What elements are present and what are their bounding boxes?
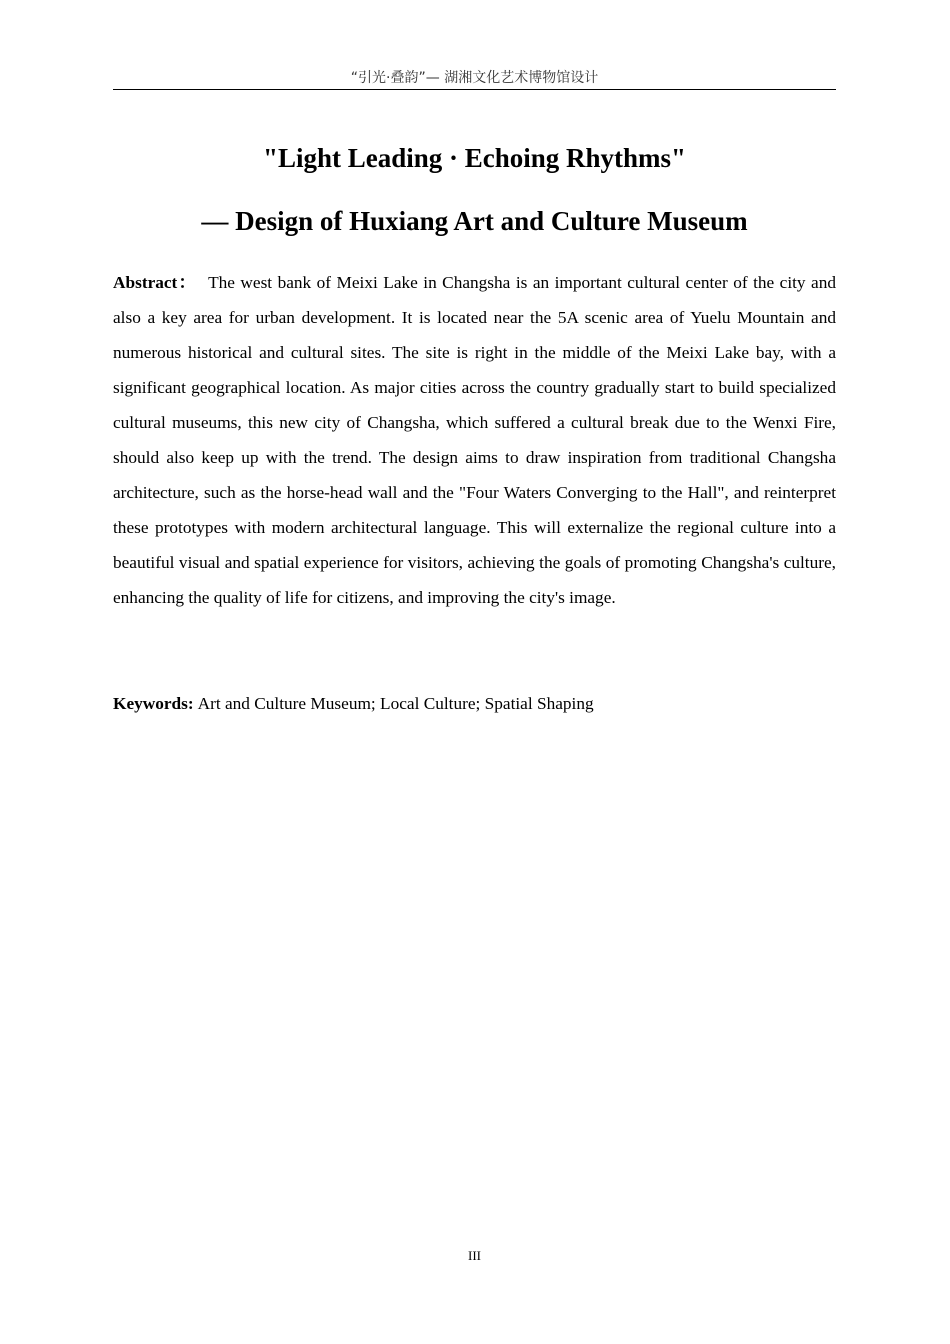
title-line-1: "Light Leading · Echoing Rhythms" — [262, 143, 687, 173]
title-line-2: — Design of Huxiang Art and Culture Museum — [201, 206, 748, 236]
abstract-label: Abstract： — [113, 273, 197, 292]
keywords-text: Art and Culture Museum; Local Culture; Spatial Shaping — [197, 694, 594, 713]
running-header — [113, 68, 836, 90]
abstract-paragraph — [113, 265, 836, 615]
keywords-paragraph — [113, 686, 836, 721]
page-number: III — [468, 1248, 481, 1263]
abstract-text: The west bank of Meixi Lake in Changsha is an important cultural center of the city and also a key area for urban development. It is located near the 5A scenic area of Yuelu Mountain and numerous historical and cultural sites. The site is right in the middle of the Meixi Lake bay, with a significant geographical location. As major cities across the country gradually start to build specialized cultural museums, this new city of Changsha, which suffered a cultural break due to the Wenxi Fire, should also keep up with the trend. The design aims to draw inspiration from traditional Changsha architecture, such as the horse-head wall and the "Four Waters Converging to the Hall", and reinterpret these prototypes with modern architectural language. This will externalize the regional culture into a beautiful visual and spatial experience for visitors, achieving the goals of promoting Changsha's culture, enhancing the quality of life for citizens, and improving the city's image. — [113, 273, 836, 607]
running-header-title: “引光·叠韵”— 湖湘文化艺术博物馆设计 — [350, 70, 599, 86]
keywords-label: Keywords: — [113, 694, 194, 713]
